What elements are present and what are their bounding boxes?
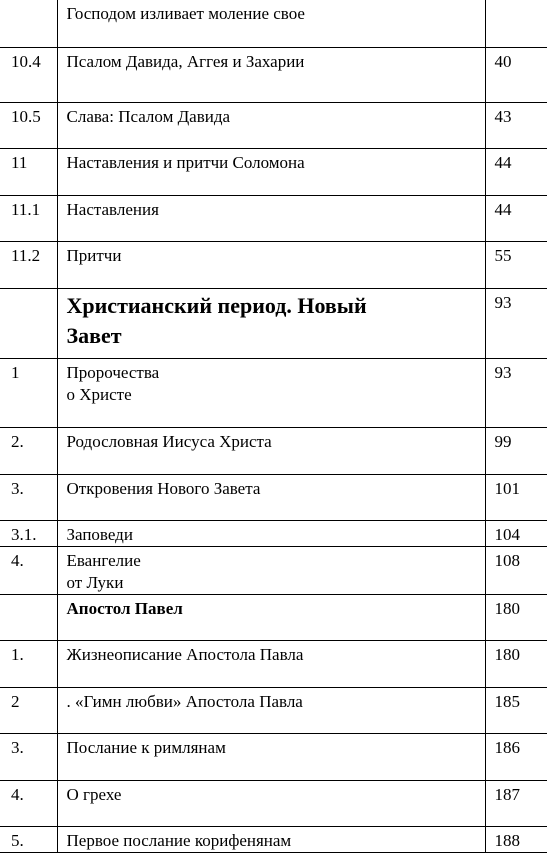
table-row	[0, 594, 547, 640]
page-number: 44	[485, 195, 547, 241]
section-number: 3.	[0, 733, 57, 780]
page-number: 186	[485, 733, 547, 780]
section-number: 2	[0, 687, 57, 733]
section-title-line: Пророчества	[66, 362, 160, 382]
section-number: 10.5	[0, 102, 57, 148]
section-title	[57, 546, 485, 594]
page-number: 104	[485, 520, 547, 546]
section-title: Слава: Псалом Давида	[57, 102, 485, 148]
section-title: Жизнеописание Апостола Павла	[57, 640, 485, 687]
page-number: 101	[485, 474, 547, 520]
part-heading-line: Завет	[66, 322, 122, 348]
page-number: 188	[485, 826, 547, 852]
table-row	[0, 195, 547, 241]
table-row	[0, 687, 547, 733]
table-row	[0, 148, 547, 195]
section-title: Первое послание корифенянам	[57, 826, 485, 852]
section-title-line: о Христе	[66, 384, 132, 404]
section-number: 4.	[0, 780, 57, 826]
table-row	[0, 427, 547, 474]
section-title: О грехе	[57, 780, 485, 826]
page-number: 93	[485, 288, 547, 358]
section-title: Наставления	[57, 195, 485, 241]
table-row	[0, 546, 547, 594]
section-number: 3.	[0, 474, 57, 520]
section-number: 5.	[0, 826, 57, 852]
section-number: 1.	[0, 640, 57, 687]
page-number: 180	[485, 594, 547, 640]
section-number: 1	[0, 358, 57, 427]
page-number: 44	[485, 148, 547, 195]
section-number: 3.1.	[0, 520, 57, 546]
page-number: 40	[485, 47, 547, 102]
section-title: Притчи	[57, 241, 485, 288]
section-title: Заповеди	[57, 520, 485, 546]
page-number	[485, 0, 547, 47]
section-title: Наставления и притчи Соломона	[57, 148, 485, 195]
part-heading-line: Христианский период. Новый	[66, 292, 367, 318]
table-row	[0, 102, 547, 148]
section-number: 2.	[0, 427, 57, 474]
section-title	[57, 358, 485, 427]
page-number: 180	[485, 640, 547, 687]
section-title: . «Гимн любви» Апостола Павла	[57, 687, 485, 733]
section-number: 4.	[0, 546, 57, 594]
page-number: 93	[485, 358, 547, 427]
table-row	[0, 826, 547, 852]
table-row	[0, 474, 547, 520]
section-number	[0, 0, 57, 47]
section-number: 11.2	[0, 241, 57, 288]
table-row	[0, 640, 547, 687]
page-number: 187	[485, 780, 547, 826]
table-row	[0, 780, 547, 826]
table-row	[0, 0, 547, 47]
page-number: 43	[485, 102, 547, 148]
section-title: Псалом Давида, Аггея и Захарии	[57, 47, 485, 102]
table-row	[0, 288, 547, 358]
section-title: Родословная Иисуса Христа	[57, 427, 485, 474]
part-heading	[57, 288, 485, 358]
section-number: 10.4	[0, 47, 57, 102]
section-title-line: Евангелие	[66, 550, 141, 570]
page-number: 99	[485, 427, 547, 474]
page-number: 185	[485, 687, 547, 733]
subpart-heading: Апостол Павел	[57, 594, 485, 640]
section-title: Послание к римлянам	[57, 733, 485, 780]
table-row	[0, 47, 547, 102]
table-row	[0, 733, 547, 780]
section-title-line: от Луки	[66, 572, 124, 592]
section-title: Откровения Нового Завета	[57, 474, 485, 520]
section-number: 11	[0, 148, 57, 195]
table-row	[0, 358, 547, 427]
page-number: 55	[485, 241, 547, 288]
section-number: 11.1	[0, 195, 57, 241]
page-number: 108	[485, 546, 547, 594]
section-number	[0, 594, 57, 640]
section-title: Господом изливает моление свое	[57, 0, 485, 47]
table-row	[0, 520, 547, 546]
table-row	[0, 241, 547, 288]
section-number	[0, 288, 57, 358]
